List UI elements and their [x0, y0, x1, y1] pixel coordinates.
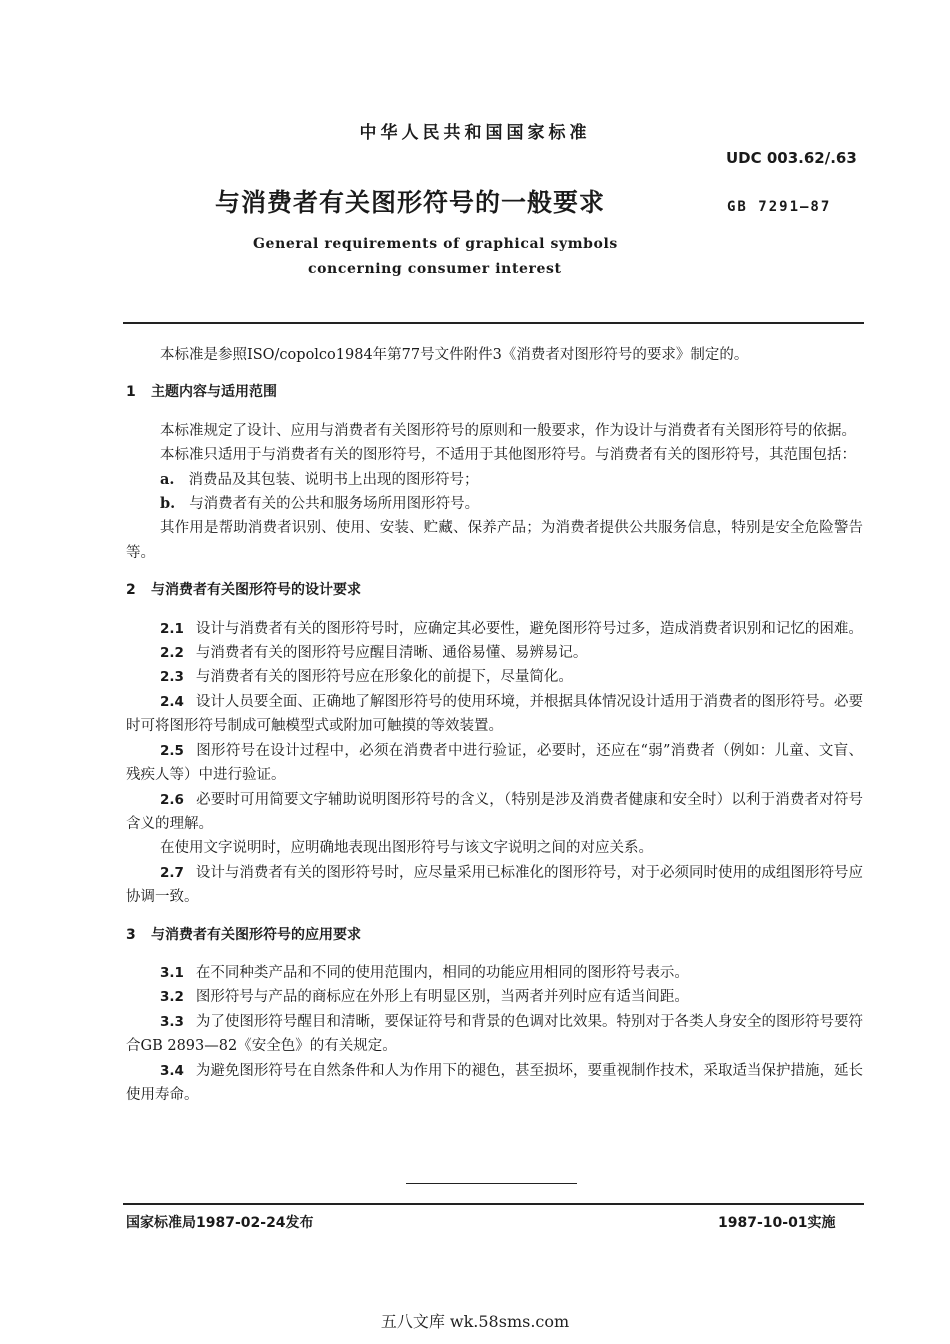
clause: 2.7 设计与消费者有关的图形符号时，应尽量采用已标准化的图形符号，对于必须同时使用的成组图形符号应协调一致。 [126, 864, 863, 906]
end-of-text-rule [406, 1183, 577, 1184]
clause: 2.4 设计人员要全面、正确地了解图形符号的使用环境，并根据具体情况设计适用于消费者的图形符号。必要时可将图形符号制成可触模型式或附加可触摸的等效装置。 [126, 693, 863, 735]
page-title: 与消费者有关图形符号的一般要求 [215, 188, 606, 217]
clause: 3.1 在不同种类产品和不同的使用范围内，相同的功能应用相同的图形符号表示。 [160, 964, 689, 981]
issue-date: 国家标准局1987-02-24发布 [126, 1215, 314, 1231]
section-heading-2: 2 与消费者有关图形符号的设计要求 [126, 582, 361, 599]
clause: 2.3 与消费者有关的图形符号应在形象化的前提下，尽量简化。 [160, 669, 573, 686]
header-divider [123, 322, 864, 324]
document-body [126, 343, 863, 1107]
watermark: 五八文库 wk.58sms.com [380, 1312, 570, 1331]
clause: 3.3 为了使图形符号醒目和清晰，要保证符号和背景的色调对比效果。特别对于各类人身安全的图形符号要符合GB 2893—82《安全色》的有关规定。 [126, 1013, 863, 1055]
english-title-line-1: General requirements of graphical symbols [253, 236, 618, 252]
list-item: a. 消费品及其包装、说明书上出现的图形符号； [160, 470, 479, 488]
clause: 2.1 设计与消费者有关的图形符号时，应确定其必要性，避免图形符号过多，造成消费者识别和记忆的困难。 [160, 620, 863, 637]
footer-divider [123, 1203, 864, 1205]
paragraph: 本标准只适用于与消费者有关的图形符号，不适用于其他图形符号。与消费者有关的图形符号，其范围包括： [160, 447, 856, 464]
list-item: b. 与消费者有关的公共和服务场所用图形符号。 [160, 495, 480, 513]
intro-paragraph: 本标准是参照ISO/copolco1984年第77号文件附件3《消费者对图形符号的要求》制定的。 [160, 347, 749, 363]
clause: 2.2 与消费者有关的图形符号应醒目清晰、通俗易懂、易辨易记。 [160, 645, 588, 662]
udc-number: UDC 003.62/.63 [726, 149, 857, 167]
gb-number: GB 7291—87 [727, 199, 832, 215]
paragraph: 本标准规定了设计、应用与消费者有关图形符号的原则和一般要求，作为设计与消费者有关图形符号的依据。 [160, 422, 856, 439]
clause-continuation: 在使用文字说明时，应明确地表现出图形符号与该文字说明之间的对应关系。 [160, 840, 653, 857]
english-title-line-2: concerning consumer interest [308, 261, 562, 277]
effective-date: 1987-10-01实施 [718, 1215, 836, 1231]
section-heading-3: 3 与消费者有关图形符号的应用要求 [126, 926, 361, 943]
paragraph: 其作用是帮助消费者识别、使用、安装、贮藏、保养产品；为消费者提供公共服务信息，特别是安全危险警告等。 [126, 520, 863, 561]
clause: 2.5 图形符号在设计过程中，必须在消费者中进行验证，必要时，还应在“弱”消费者（例如：儿童、文盲、残疾人等）中进行验证。 [126, 742, 863, 784]
clause: 3.2 图形符号与产品的商标应在外形上有明显区别，当两者并列时应有适当间距。 [160, 989, 689, 1006]
clause: 3.4 为避免图形符号在自然条件和人为作用下的褪色，甚至损坏，要重视制作技术，采取适当保护措施，延长使用寿命。 [126, 1062, 863, 1103]
standard-name: 中华人民共和国国家标准 [359, 123, 591, 143]
clause: 2.6 必要时可用简要文字辅助说明图形符号的含义，（特别是涉及消费者健康和安全时）以利于消费者对符号含义的理解。 [126, 791, 863, 832]
section-heading-1: 1 主题内容与适用范围 [126, 384, 277, 401]
